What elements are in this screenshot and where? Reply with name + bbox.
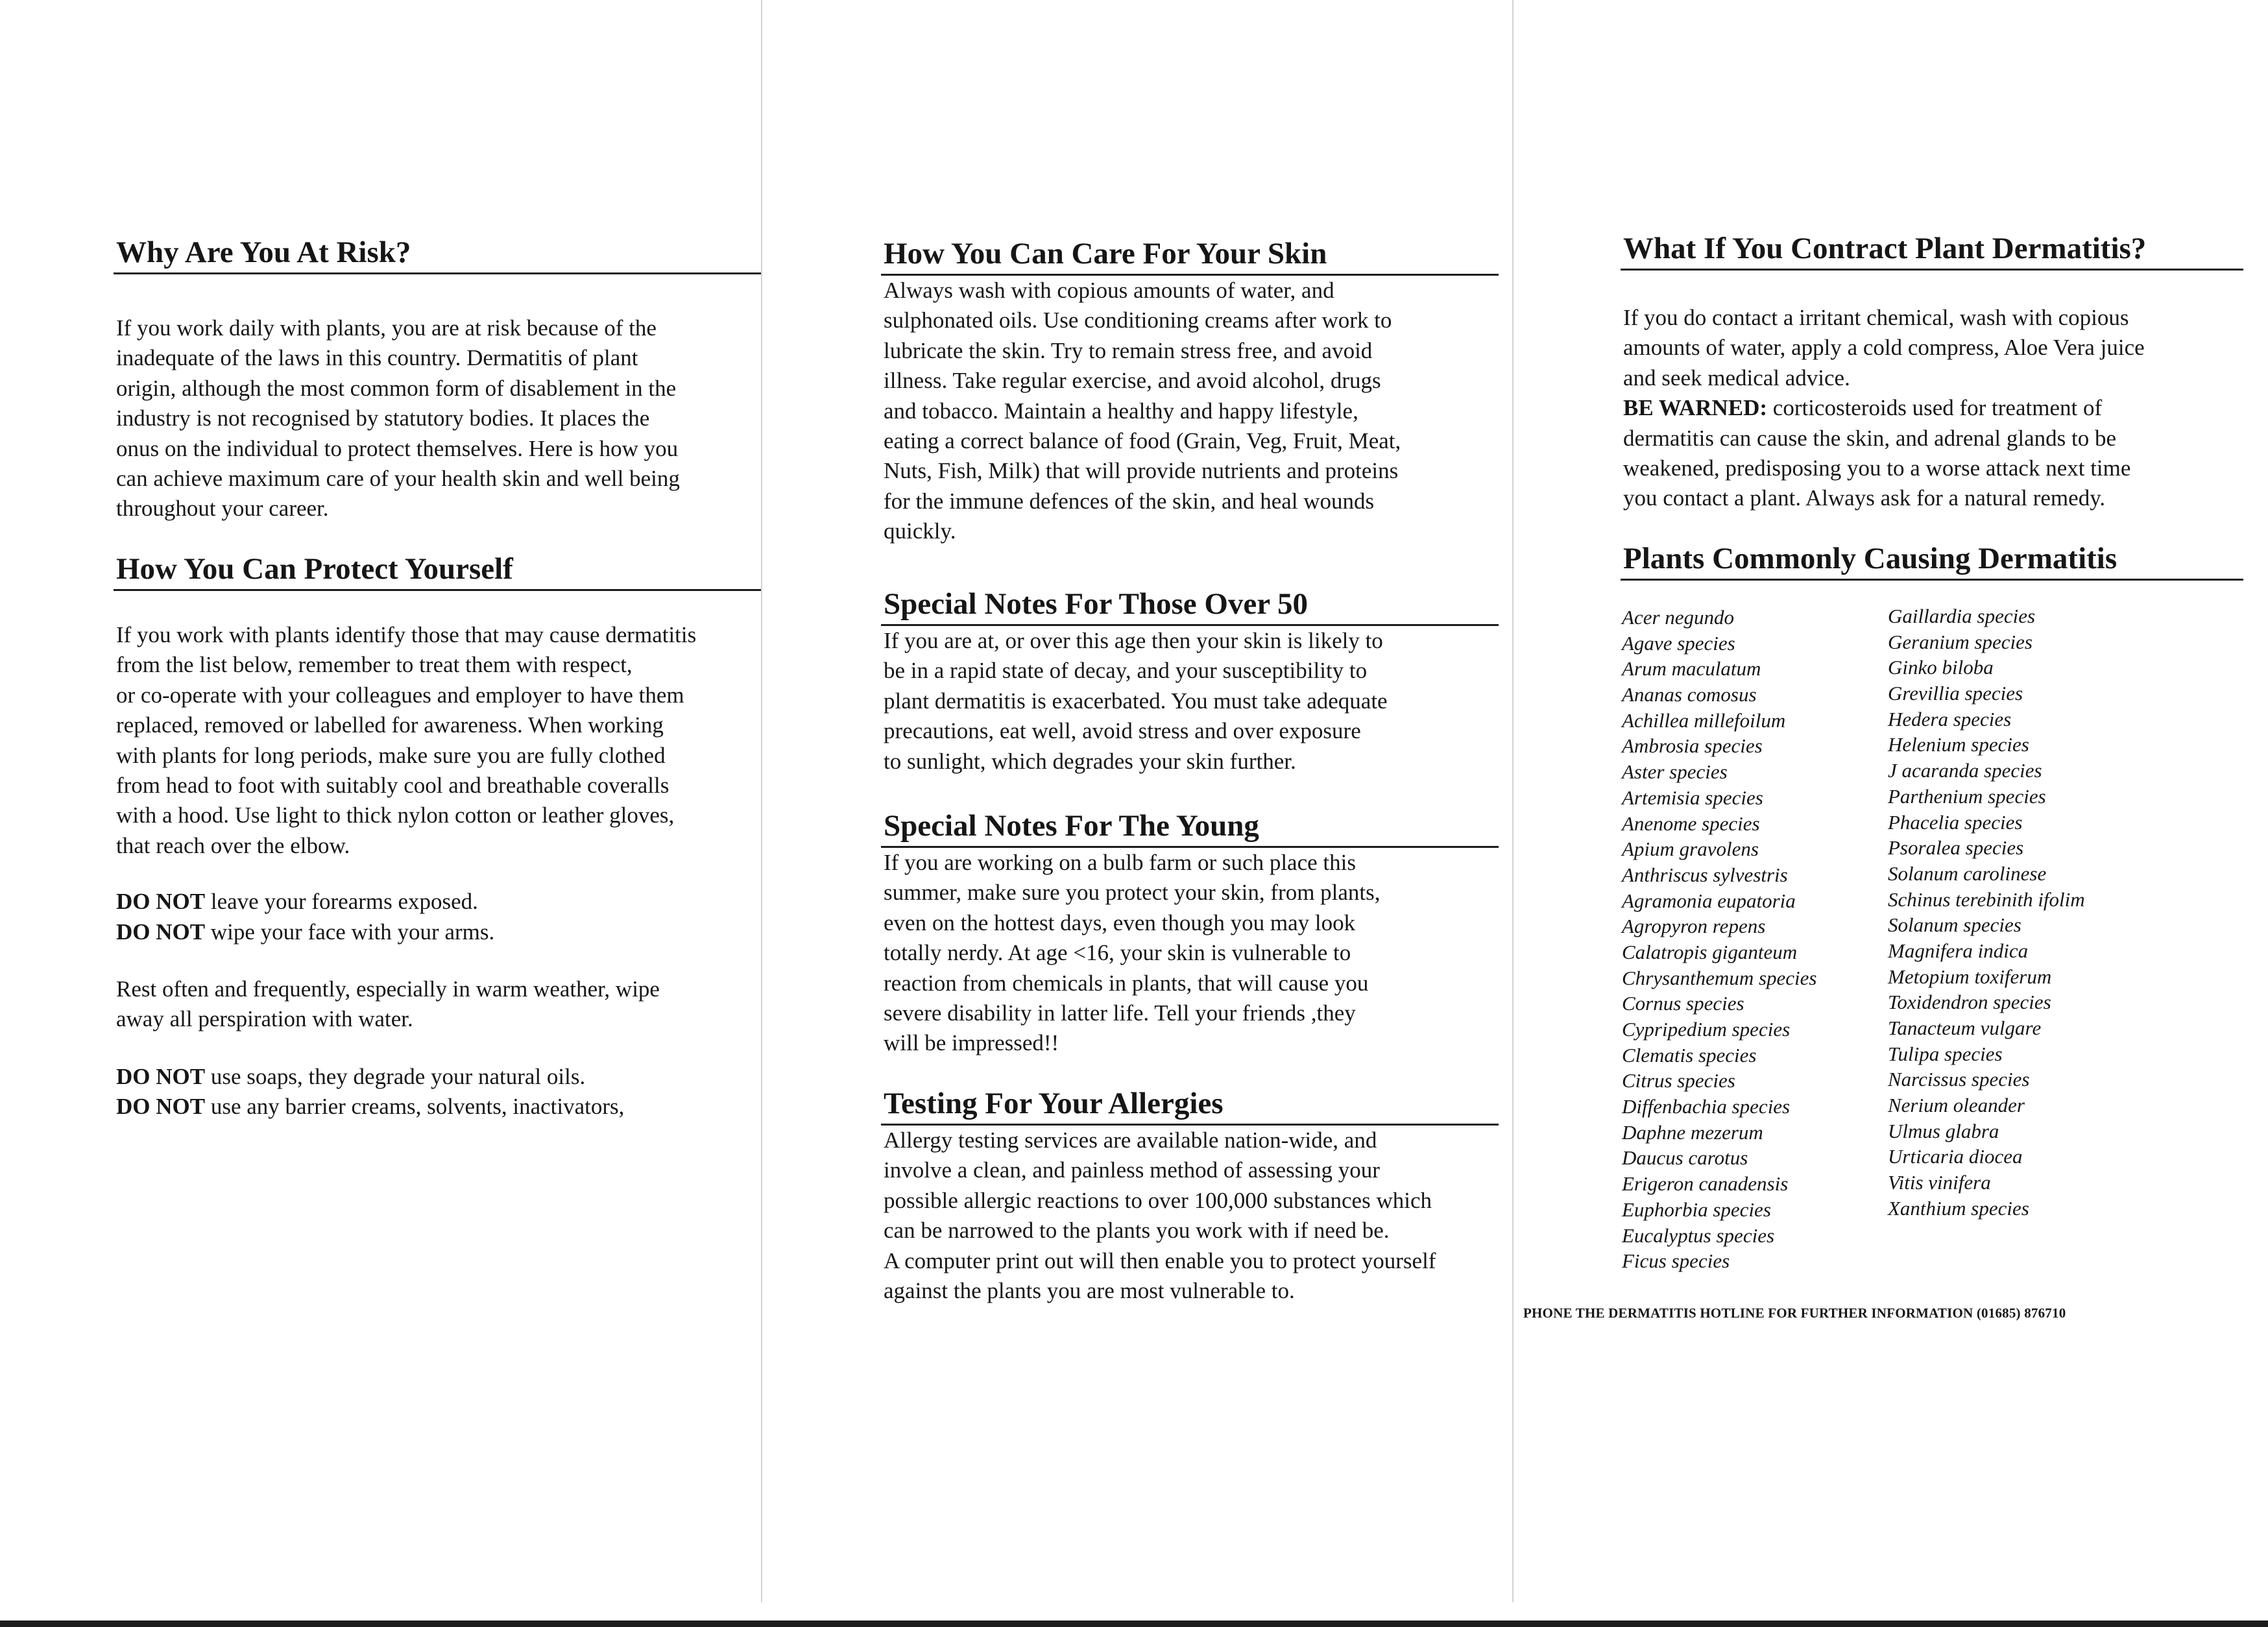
testing-text: Allergy testing services are available nation-wide, and involve a clean, and painless method of assessing your possible allergic reactions to over 100,000 substances which can be narrowed to the plants you work with if need be. A computer print out will then enable you to protect yourself against the plants you are most vulnerable to. xyxy=(884,1127,1436,1304)
plant-list-item: Psoralea species xyxy=(1888,836,2024,860)
plant-list-item: Daphne mezerum xyxy=(1622,1120,1763,1144)
warning-text: dermatitis can cause the skin, and adrenal glands to be weakened, predisposing you to a worse attack next time you contact a plant. Always ask for a natural remedy. xyxy=(1623,425,2131,511)
panel-fold-left xyxy=(761,0,762,1602)
plant-list-item: Clematis species xyxy=(1622,1043,1757,1067)
heading-contract: What If You Contract Plant Dermatitis? xyxy=(1621,230,2243,271)
plant-list-item: Phacelia species xyxy=(1888,810,2023,834)
warning-line: BE WARNED: corticosteroids used for treatment of xyxy=(1623,395,2103,421)
section-care-skin xyxy=(881,235,1499,547)
plant-list-item: Agropyron repens xyxy=(1622,915,1766,938)
contract-text: If you do contact a irritant chemical, wash with copious amounts of water, apply a cold compress, Aloe Vera juice and seek medical advice. xyxy=(1623,305,2145,391)
heading-protect-yourself: How You Can Protect Yourself xyxy=(114,550,761,591)
plant-list-item: Grevillia species xyxy=(1888,682,2023,705)
heading-why-at-risk: Why Are You At Risk? xyxy=(114,234,761,274)
plant-list-item: Gaillardia species xyxy=(1888,605,2036,627)
plant-list-item: Eucalyptus species xyxy=(1622,1223,1775,1247)
plant-list-item: Tulipa species xyxy=(1888,1042,2003,1065)
plant-list-item: Acer negundo xyxy=(1622,606,1735,629)
risk-text: If you work daily with plants, you are at risk because of the inadequate of the laws in this country. Dermatitis of plant origin, although the most common form of disablement in the industry is not recognised by statutory bodies. It places the onus on the individual to protect themselves. Here is how you can achieve maximum care of your health skin and well being throughout your career. xyxy=(116,315,680,522)
heading-testing: Testing For Your Allergies xyxy=(881,1085,1499,1126)
plant-list-item: Artemisia species xyxy=(1622,786,1763,809)
plant-list-right xyxy=(1888,603,2085,1222)
heading-care-skin: How You Can Care For Your Skin xyxy=(881,235,1499,276)
plant-list-item: Ficus species xyxy=(1622,1249,1730,1273)
section-plants xyxy=(1621,540,2243,581)
do-not-line: DO NOT use soaps, they degrade your natural oils. xyxy=(116,1063,586,1089)
plant-list-item: Anthriscus sylvestris xyxy=(1622,863,1788,886)
plant-list-item: Narcissus species xyxy=(1888,1068,2030,1091)
heading-plants: Plants Commonly Causing Dermatitis xyxy=(1621,540,2243,581)
over-50-text: If you are at, or over this age then your skin is likely to be in a rapid state of decay, and your susceptibility to plant dermatitis is exacerbated. You must take adequate precautions, eat well, avoid stress and over exposure to sunlight, which degrades your skin further. xyxy=(884,628,1388,774)
section-contract xyxy=(1621,230,2243,514)
plant-list-item: Ambrosia species xyxy=(1622,734,1763,758)
plant-list-item: Hedera species xyxy=(1888,707,2012,730)
plant-list-item: Magnifera indica xyxy=(1888,939,2029,962)
care-text: Always wash with copious amounts of water, and sulphonated oils. Use conditioning creams after work to lubricate the skin. Try to remain stress free, and avoid illness. Take regular exercise, and avoid alcohol, drugs and tobacco. Maintain a healthy and happy lifestyle, eating a correct balance of food (Grain, Veg, Fruit, Meat, Nuts, Fish, Milk) that will provide nutrients and proteins for the immune defences of the skin, and heal wounds quickly. xyxy=(884,278,1401,544)
plant-list-item: Arum maculatum xyxy=(1622,657,1761,681)
section-young xyxy=(881,807,1499,1059)
plant-list-item: Toxidendron species xyxy=(1888,991,2051,1014)
heading-young: Special Notes For The Young xyxy=(881,807,1499,848)
plant-list-item: Euphorbia species xyxy=(1622,1198,1771,1221)
plant-list-item: Parthenium species xyxy=(1888,784,2046,808)
plant-list-item: Vitis vinifera xyxy=(1888,1171,1991,1194)
plant-list-item: Apium gravolens xyxy=(1622,838,1759,861)
plant-list-item: Ulmus glabra xyxy=(1888,1119,1999,1142)
plant-list-item: J acaranda species xyxy=(1888,759,2042,782)
plant-list-item: Chrysanthemum species xyxy=(1622,966,1817,989)
do-not-line: DO NOT leave your forearms exposed. xyxy=(116,889,478,915)
protect-text: If you work with plants identify those that may cause dermatitis from the list below, remember to treat them with respect, or co-operate with your colleagues and employer to have them replaced, removed or labelled for awareness. When working with plants for long periods, make sure you are fully clothed from head to foot with suitably cool and breathable coveralls with a hood. Use light to thick nylon cotton or leather gloves, that reach over the elbow. xyxy=(116,622,697,858)
section-why-at-risk xyxy=(114,234,761,524)
heading-over-50: Special Notes For Those Over 50 xyxy=(881,585,1499,626)
young-text: If you are working on a bulb farm or such place this summer, make sure you protect your skin, from plants, even on the hottest days, even though you may look totally nerdy. At age <16, your skin is vulnerable to reaction from chemicals in plants, that will cause you severe disability in latter life. Tell your friends ,they will be impressed!! xyxy=(884,850,1381,1056)
plant-list-item: Citrus species xyxy=(1622,1069,1735,1092)
plant-list-item: Cornus species xyxy=(1622,992,1744,1015)
plant-list-item: Diffenbachia species xyxy=(1622,1095,1791,1118)
plant-list-item: Schinus terebinith ifolim xyxy=(1888,887,2085,911)
plant-list-item: Agramonia eupatoria xyxy=(1622,889,1796,912)
section-over-50 xyxy=(881,585,1499,777)
plant-list-item: Anenome species xyxy=(1622,812,1760,835)
hotline-text: PHONE THE DERMATITIS HOTLINE FOR FURTHER INFORMATION (01685) 876710 xyxy=(1523,1305,2066,1321)
plant-list-item: Daucus carotus xyxy=(1622,1146,1748,1170)
plant-list-item: Aster species xyxy=(1622,760,1728,784)
scan-bottom-edge xyxy=(0,1621,2268,1627)
section-protect-yourself xyxy=(114,550,761,1122)
do-not-line: DO NOT use any barrier creams, solvents, inactivators, xyxy=(116,1094,625,1120)
plant-list-item: Agave species xyxy=(1622,631,1735,655)
panel-fold-right xyxy=(1512,0,1514,1602)
plant-list-item: Ginko biloba xyxy=(1888,656,1994,679)
plant-list-item: Achillea millefoilum xyxy=(1622,708,1786,732)
plant-list-item: Tanacteum vulgare xyxy=(1888,1017,2042,1039)
plant-list-item: Geranium species xyxy=(1888,630,2033,653)
plant-list-item: Helenium species xyxy=(1888,733,2029,756)
plant-list-left xyxy=(1622,605,1816,1274)
plant-list-item: Urticaria diocea xyxy=(1888,1145,2023,1168)
plant-list-item: Nerium oleander xyxy=(1888,1094,2025,1117)
plant-list-item: Metopium toxiferum xyxy=(1888,965,2052,988)
plant-list-item: Ananas comosus xyxy=(1622,683,1757,706)
plant-list-item: Xanthium species xyxy=(1888,1196,2029,1220)
section-testing xyxy=(881,1085,1499,1306)
plant-list-item: Erigeron canadensis xyxy=(1622,1172,1789,1196)
do-not-line: DO NOT wipe your face with your arms. xyxy=(116,919,495,945)
plant-list-item: Solanum carolinese xyxy=(1888,862,2047,885)
plant-list-item: Solanum species xyxy=(1888,913,2021,937)
rest-text: Rest often and frequently, especially in warm weather, wipe away all perspiration with water. xyxy=(116,976,660,1032)
plant-list-item: Cypripedium species xyxy=(1622,1018,1791,1041)
plant-list-item: Calatropis giganteum xyxy=(1622,940,1798,963)
